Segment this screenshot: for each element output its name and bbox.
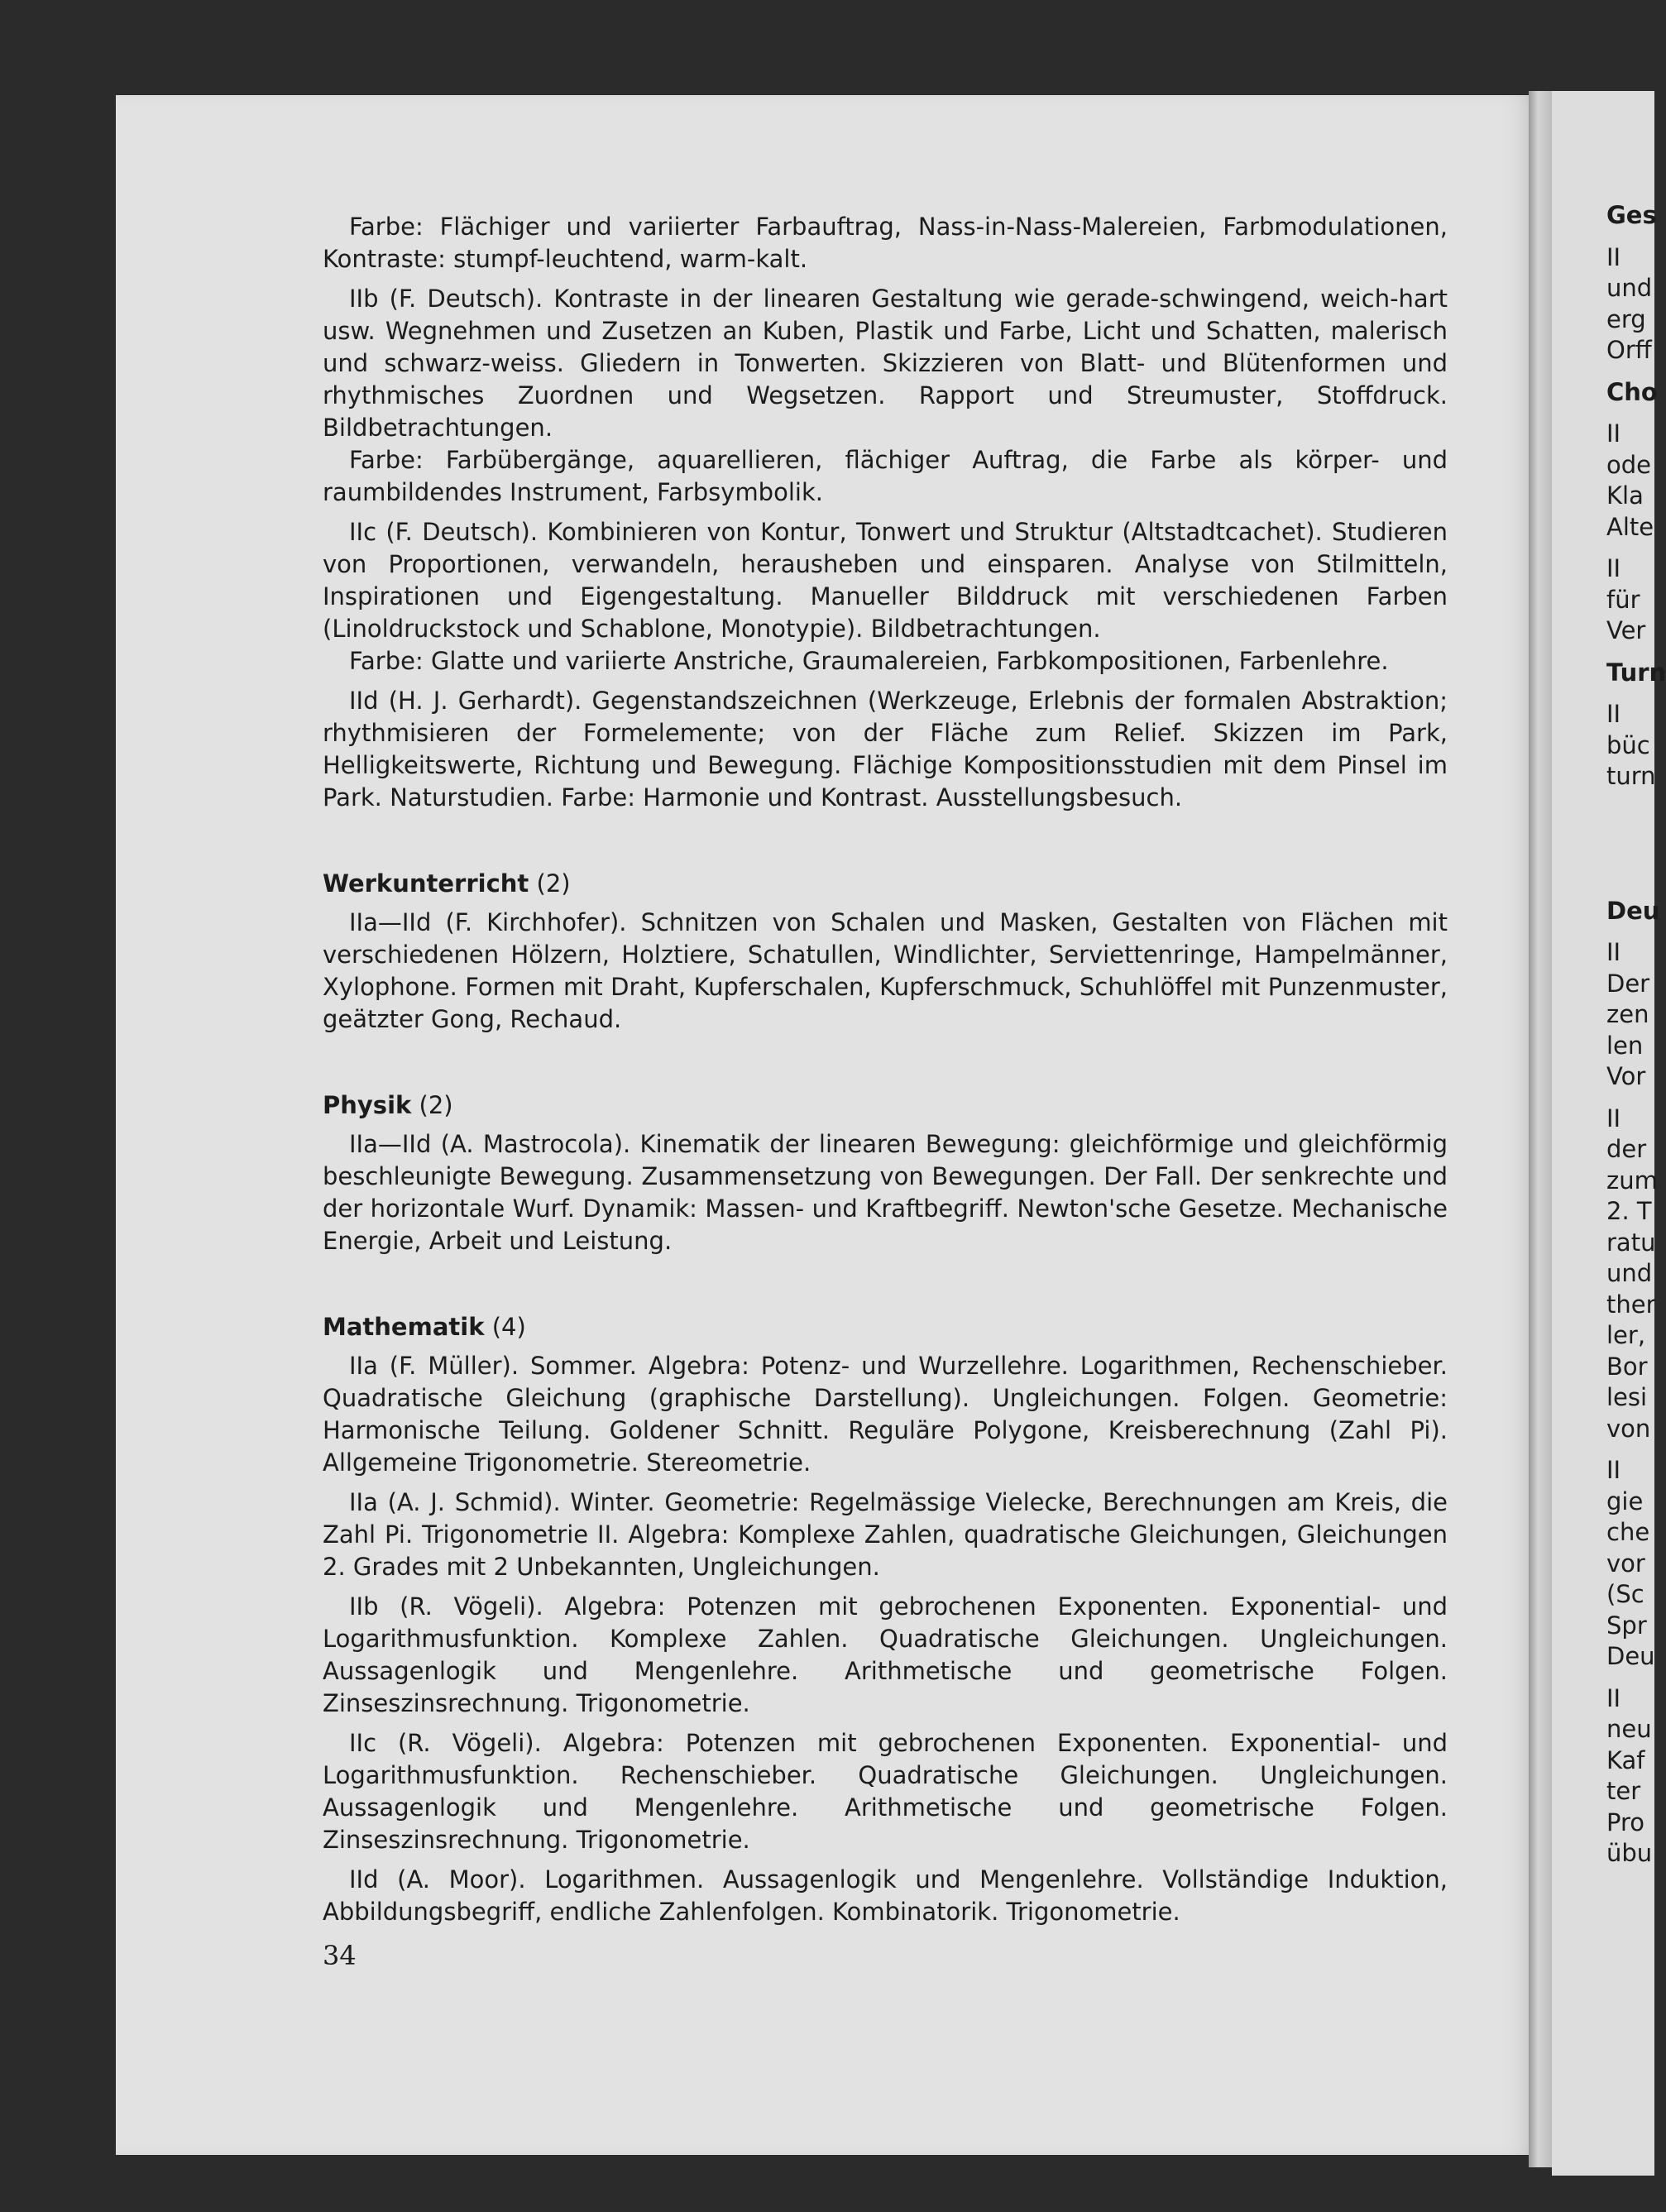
paragraph: IIa (A. J. Schmid). Winter. Geometrie: Regelmässige Vielecke, Berechnungen am Kreis, die Zahl Pi. Trigonometrie II. Algebra: Komplexe Zahlen, quadratische Gleichungen, Gleichungen 2. Grades mit 2 Unbekannten, Ungleichungen. [323,1488,1448,1581]
section-title: Mathematik [323,1313,485,1341]
paragraph: IIc (F. Deutsch). Kombinieren von Kontur, Tonwert und Struktur (Altstadtcachet). Studieren von Proportionen, verwandeln, herausheben und einsparen. Analyse von Stilmitteln, Inspirationen und Eigengestaltung. Manueller Bilddruck mit verschiedenen Farben (Linoldruckstock und Schablone, Monotypie). Bildbetrachtungen. [323,518,1448,643]
paragraph: IId (A. Moor). Logarithmen. Aussagenlogik und Mengenlehre. Vollständige Induktion, Abbildungsbegriff, endliche Zahlenfolgen. Kombinatorik. Trigonometrie. [323,1865,1448,1926]
fragment-line: (Sc [1606,1580,1644,1608]
fragment-line: Vor [1606,1062,1646,1090]
section-title: Werkunterricht [323,869,529,898]
paragraph: IIa—IId (A. Mastrocola). Kinematik der linearen Bewegung: gleichförmige und gleichförmig beschleunigte Bewegung. Zusammensetzung von Bewegungen. Der Fall. Der senkrechte und der horizontale Wurf. Dynamik: Massen- und Kraftbegriff. Newton'sche Gesetze. Mechanische Energie, Arbeit und Leistung. [323,1130,1448,1255]
fragment-line: erg [1606,304,1646,333]
fragment-heading: Ges [1606,201,1657,229]
fragment-line: turn [1606,762,1656,790]
fragment-line: neu [1606,1715,1652,1743]
fragment-line: Alte [1606,512,1654,541]
fragment-line: ode [1606,450,1651,479]
fragment-line: ter [1606,1777,1641,1805]
fragment-line: II [1606,554,1621,582]
page-content [323,211,1448,1936]
fragment-line: gie [1606,1487,1644,1515]
paragraph: IIc (R. Vögeli). Algebra: Potenzen mit gebrochenen Exponenten. Exponential- und Logarithmusfunktion. Rechenschieber. Quadratische Gleichungen. Ungleichungen. Aussagenlogik und Mengenlehre. Arithmetische und geometrische Folgen. Zinseszinsrechnung. Trigonometrie. [323,1729,1448,1854]
section-heading-physik [323,1089,1448,1122]
section-hours: (2) [419,1091,453,1119]
fragment-line: len [1606,1031,1644,1060]
fragment-line: 2. T [1606,1197,1652,1225]
fragment-line: ratu [1606,1228,1656,1257]
fragment-heading: Deu [1606,896,1660,925]
fragment-line: II [1606,1104,1621,1132]
section-heading-werkunterricht [323,868,1448,900]
fragment-line: Ver [1606,616,1646,644]
fragment-line: der [1606,1135,1647,1163]
book-gutter [1529,91,1552,2167]
section-hours: (4) [491,1313,526,1341]
fragment-line: Kaf [1606,1745,1645,1774]
paragraph: Farbe: Farbübergänge, aquarellieren, flächiger Auftrag, die Farbe als körper- und raumbildendes Instrument, Farbsymbolik. [323,446,1448,506]
fragment-line: II [1606,1683,1621,1712]
section-heading-mathematik [323,1311,1448,1343]
fragment-line: Spr [1606,1611,1647,1640]
section-hours: (2) [536,869,571,898]
right-page-fragments [1606,200,1666,1870]
fragment-line: II [1606,700,1621,728]
fragment-heading: Cho [1606,377,1658,406]
fragment-line: Bor [1606,1352,1648,1381]
fragment-line: vor [1606,1549,1645,1578]
fragment-line: ther [1606,1290,1656,1319]
fragment-line: Der [1606,969,1650,998]
fragment-line: und [1606,274,1653,302]
fragment-line: Deu [1606,1642,1655,1670]
fragment-line: für [1606,585,1640,614]
paragraph: IIb (R. Vögeli). Algebra: Potenzen mit gebrochenen Exponenten. Exponential- und Logarithmusfunktion. Komplexe Zahlen. Quadratische Gleichungen. Ungleichungen. Aussagenlogik und Mengenlehre. Arithmetische und geometrische Folgen. Zinseszinsrechnung. Trigonometrie. [323,1592,1448,1717]
paragraph: IIa (F. Müller). Sommer. Algebra: Potenz- und Wurzellehre. Logarithmen, Rechenschieber. Quadratische Gleichung (graphische Darstellung). Ungleichungen. Folgen. Geometrie: Harmonische Teilung. Goldener Schnitt. Reguläre Polygone, Kreisberechnung (Zahl Pi). Allgemeine Trigonometrie. Stereometrie. [323,1352,1448,1477]
fragment-line: che [1606,1518,1650,1546]
page-number: 34 [323,1940,357,1971]
fragment-line: übu [1606,1839,1653,1867]
fragment-line: II [1606,1456,1621,1484]
fragment-line: von [1606,1414,1651,1443]
fragment-line: Orff [1606,336,1652,364]
paragraph: IId (H. J. Gerhardt). Gegenstandszeichnen (Werkzeuge, Erlebnis der formalen Abstraktion; rhythmisieren der Formelemente; von der Fläche zum Relief. Skizzen im Park, Helligkeitswerte, Richtung und Bewegung. Flächige Kompositionsstudien mit dem Pinsel im Park. Naturstudien. Farbe: Harmonie und Kontrast. Ausstellungsbesuch. [323,687,1448,812]
paragraph: IIa—IId (F. Kirchhofer). Schnitzen von Schalen und Masken, Gestalten von Flächen mit verschiedenen Hölzern, Holztiere, Schatullen, Windlichter, Serviettenringe, Hampelmänner, Xylophone. Formen mit Draht, Kupferschalen, Kupferschmuck, Schuhlöffel mit Punzenmuster, geätzter Gong, Rechaud. [323,908,1448,1033]
fragment-line: büc [1606,730,1650,759]
paragraph: Farbe: Glatte und variierte Anstriche, Graumalereien, Farbkompositionen, Farbenlehre. [349,647,1389,675]
fragment-line: Pro [1606,1807,1645,1836]
fragment-line: ler, [1606,1321,1646,1349]
fragment-line: zum [1606,1166,1658,1195]
fragment-line: und [1606,1259,1653,1287]
fragment-line: lesi [1606,1383,1648,1411]
paragraph: IIb (F. Deutsch). Kontraste in der linearen Gestaltung wie gerade-schwingend, weich-hart usw. Wegnehmen und Zusetzen an Kuben, Plastik und Farbe, Licht und Schatten, malerisch und schwarz-weiss. Gliedern in Tonwerten. Skizzieren von Blatt- und Blütenformen und rhythmisches Zuordnen und Wegsetzen. Rapport und Streumuster, Stoffdruck. Bildbetrachtungen. [323,285,1448,442]
paragraph: Farbe: Flächiger und variierter Farbauftrag, Nass-in-Nass-Malereien, Farbmodulationen, Kontraste: stumpf-leuchtend, warm-kalt. [323,213,1448,273]
fragment-line: II [1606,419,1621,448]
fragment-line: II [1606,938,1621,966]
fragment-line: zen [1606,1000,1649,1028]
fragment-line: Kla [1606,481,1644,510]
fragment-line: II [1606,242,1621,271]
section-title: Physik [323,1091,412,1119]
fragment-heading: Turn [1606,658,1666,687]
